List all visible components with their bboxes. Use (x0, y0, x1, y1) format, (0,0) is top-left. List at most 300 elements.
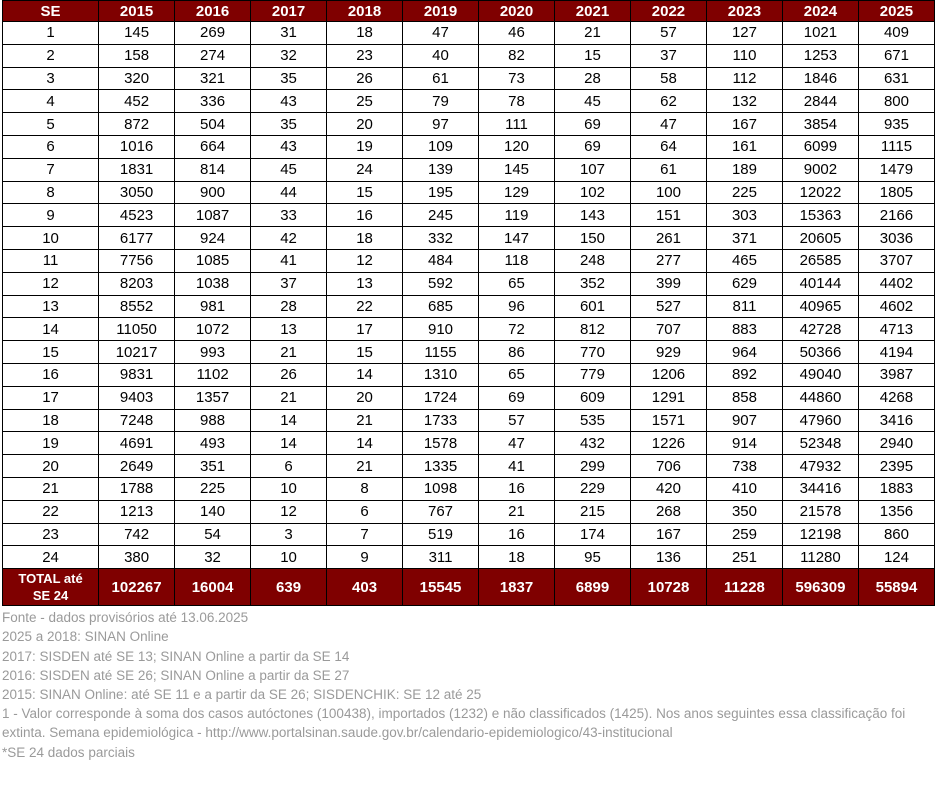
report-container (2, 0, 935, 762)
value-cell: 151 (630, 204, 706, 227)
table-footer (3, 569, 935, 606)
value-cell: 800 (858, 90, 934, 113)
value-cell: 42 (251, 227, 327, 250)
value-cell: 96 (479, 295, 555, 318)
value-cell: 993 (175, 341, 251, 364)
value-cell: 2844 (782, 90, 858, 113)
value-cell: 519 (403, 523, 479, 546)
value-cell: 79 (403, 90, 479, 113)
value-cell: 21 (327, 409, 403, 432)
table-row (3, 318, 935, 341)
value-cell: 1253 (782, 44, 858, 67)
value-cell: 47 (479, 432, 555, 455)
se-cell: 22 (3, 500, 99, 523)
value-cell: 118 (479, 249, 555, 272)
value-cell: 15 (327, 181, 403, 204)
value-cell: 299 (555, 455, 631, 478)
value-cell: 64 (630, 135, 706, 158)
se-cell: 6 (3, 135, 99, 158)
value-cell: 631 (858, 67, 934, 90)
value-cell: 350 (706, 500, 782, 523)
value-cell: 320 (99, 67, 175, 90)
header-year-2025: 2025 (858, 1, 934, 22)
value-cell: 82 (479, 44, 555, 67)
value-cell: 24 (327, 158, 403, 181)
value-cell: 245 (403, 204, 479, 227)
value-cell: 40 (403, 44, 479, 67)
value-cell: 3050 (99, 181, 175, 204)
value-cell: 21578 (782, 500, 858, 523)
value-cell: 158 (99, 44, 175, 67)
value-cell: 18 (327, 227, 403, 250)
value-cell: 592 (403, 272, 479, 295)
cases-by-epi-week-table (2, 0, 935, 606)
total-value-cell: 639 (251, 569, 327, 606)
se-cell: 12 (3, 272, 99, 295)
value-cell: 16 (479, 523, 555, 546)
total-value-cell: 15545 (403, 569, 479, 606)
value-cell: 34416 (782, 477, 858, 500)
value-cell: 629 (706, 272, 782, 295)
value-cell: 189 (706, 158, 782, 181)
value-cell: 10217 (99, 341, 175, 364)
value-cell: 25 (327, 90, 403, 113)
value-cell: 858 (706, 386, 782, 409)
value-cell: 1098 (403, 477, 479, 500)
value-cell: 49040 (782, 363, 858, 386)
value-cell: 32 (175, 546, 251, 569)
se-cell: 18 (3, 409, 99, 432)
value-cell: 21 (251, 386, 327, 409)
value-cell: 225 (175, 477, 251, 500)
value-cell: 136 (630, 546, 706, 569)
value-cell: 3 (251, 523, 327, 546)
value-cell: 35 (251, 67, 327, 90)
value-cell: 40965 (782, 295, 858, 318)
value-cell: 9002 (782, 158, 858, 181)
value-cell: 432 (555, 432, 631, 455)
value-cell: 28 (555, 67, 631, 90)
value-cell: 274 (175, 44, 251, 67)
value-cell: 33 (251, 204, 327, 227)
se-cell: 5 (3, 113, 99, 136)
value-cell: 26 (327, 67, 403, 90)
value-cell: 65 (479, 272, 555, 295)
value-cell: 964 (706, 341, 782, 364)
value-cell: 11280 (782, 546, 858, 569)
value-cell: 47 (403, 22, 479, 45)
value-cell: 1788 (99, 477, 175, 500)
value-cell: 41 (479, 455, 555, 478)
value-cell: 54 (175, 523, 251, 546)
value-cell: 860 (858, 523, 934, 546)
table-row (3, 455, 935, 478)
value-cell: 132 (706, 90, 782, 113)
table-row (3, 44, 935, 67)
value-cell: 2649 (99, 455, 175, 478)
total-value-cell: 1837 (479, 569, 555, 606)
value-cell: 910 (403, 318, 479, 341)
table-row (3, 363, 935, 386)
table-row (3, 432, 935, 455)
value-cell: 40144 (782, 272, 858, 295)
header-row (3, 1, 935, 22)
total-value-cell: 102267 (99, 569, 175, 606)
value-cell: 770 (555, 341, 631, 364)
se-cell: 9 (3, 204, 99, 227)
value-cell: 4602 (858, 295, 934, 318)
value-cell: 111 (479, 113, 555, 136)
value-cell: 2166 (858, 204, 934, 227)
value-cell: 738 (706, 455, 782, 478)
se-cell: 1 (3, 22, 99, 45)
value-cell: 907 (706, 409, 782, 432)
value-cell: 420 (630, 477, 706, 500)
value-cell: 124 (858, 546, 934, 569)
value-cell: 1724 (403, 386, 479, 409)
value-cell: 1831 (99, 158, 175, 181)
se-cell: 14 (3, 318, 99, 341)
value-cell: 18 (479, 546, 555, 569)
value-cell: 1072 (175, 318, 251, 341)
header-year-2016: 2016 (175, 1, 251, 22)
se-cell: 3 (3, 67, 99, 90)
value-cell: 1356 (858, 500, 934, 523)
value-cell: 28 (251, 295, 327, 318)
value-cell: 14 (251, 432, 327, 455)
value-cell: 1357 (175, 386, 251, 409)
se-cell: 2 (3, 44, 99, 67)
note-2025-2018: 2025 a 2018: SINAN Online (2, 629, 169, 645)
header-year-2020: 2020 (479, 1, 555, 22)
value-cell: 107 (555, 158, 631, 181)
value-cell: 45 (251, 158, 327, 181)
value-cell: 10 (251, 477, 327, 500)
se-cell: 21 (3, 477, 99, 500)
value-cell: 4691 (99, 432, 175, 455)
value-cell: 58 (630, 67, 706, 90)
value-cell: 671 (858, 44, 934, 67)
value-cell: 52348 (782, 432, 858, 455)
se-cell: 20 (3, 455, 99, 478)
value-cell: 4523 (99, 204, 175, 227)
value-cell: 44860 (782, 386, 858, 409)
value-cell: 2940 (858, 432, 934, 455)
value-cell: 7248 (99, 409, 175, 432)
value-cell: 6177 (99, 227, 175, 250)
table-row (3, 181, 935, 204)
total-label-cell (3, 569, 99, 606)
value-cell: 535 (555, 409, 631, 432)
note-partial-week: *SE 24 dados parciais (2, 744, 135, 760)
header-se: SE (3, 1, 99, 22)
value-cell: 61 (630, 158, 706, 181)
table-row (3, 249, 935, 272)
value-cell: 11050 (99, 318, 175, 341)
value-cell: 311 (403, 546, 479, 569)
se-cell: 19 (3, 432, 99, 455)
value-cell: 57 (630, 22, 706, 45)
total-row (3, 569, 935, 606)
value-cell: 1846 (782, 67, 858, 90)
header-year-2024: 2024 (782, 1, 858, 22)
table-row (3, 477, 935, 500)
value-cell: 109 (403, 135, 479, 158)
value-cell: 872 (99, 113, 175, 136)
se-cell: 13 (3, 295, 99, 318)
table-row (3, 135, 935, 158)
value-cell: 57 (479, 409, 555, 432)
value-cell: 6 (327, 500, 403, 523)
value-cell: 336 (175, 90, 251, 113)
value-cell: 3036 (858, 227, 934, 250)
value-cell: 981 (175, 295, 251, 318)
value-cell: 3416 (858, 409, 934, 432)
value-cell: 47960 (782, 409, 858, 432)
value-cell: 1571 (630, 409, 706, 432)
value-cell: 1087 (175, 204, 251, 227)
table-row (3, 409, 935, 432)
value-cell: 767 (403, 500, 479, 523)
value-cell: 929 (630, 341, 706, 364)
value-cell: 268 (630, 500, 706, 523)
value-cell: 47 (630, 113, 706, 136)
value-cell: 465 (706, 249, 782, 272)
value-cell: 707 (630, 318, 706, 341)
value-cell: 16 (479, 477, 555, 500)
value-cell: 43 (251, 90, 327, 113)
se-cell: 10 (3, 227, 99, 250)
header-year-2023: 2023 (706, 1, 782, 22)
value-cell: 50366 (782, 341, 858, 364)
se-cell: 11 (3, 249, 99, 272)
value-cell: 229 (555, 477, 631, 500)
value-cell: 321 (175, 67, 251, 90)
value-cell: 23 (327, 44, 403, 67)
value-cell: 988 (175, 409, 251, 432)
value-cell: 1206 (630, 363, 706, 386)
value-cell: 167 (706, 113, 782, 136)
value-cell: 9 (327, 546, 403, 569)
value-cell: 1578 (403, 432, 479, 455)
value-cell: 1102 (175, 363, 251, 386)
value-cell: 1310 (403, 363, 479, 386)
value-cell: 15 (555, 44, 631, 67)
value-cell: 1479 (858, 158, 934, 181)
value-cell: 1016 (99, 135, 175, 158)
total-value-cell: 16004 (175, 569, 251, 606)
value-cell: 139 (403, 158, 479, 181)
value-cell: 15363 (782, 204, 858, 227)
value-cell: 26 (251, 363, 327, 386)
value-cell: 814 (175, 158, 251, 181)
value-cell: 779 (555, 363, 631, 386)
value-cell: 174 (555, 523, 631, 546)
value-cell: 12198 (782, 523, 858, 546)
value-cell: 1155 (403, 341, 479, 364)
value-cell: 493 (175, 432, 251, 455)
value-cell: 150 (555, 227, 631, 250)
value-cell: 161 (706, 135, 782, 158)
value-cell: 883 (706, 318, 782, 341)
value-cell: 706 (630, 455, 706, 478)
value-cell: 72 (479, 318, 555, 341)
value-cell: 8 (327, 477, 403, 500)
header-year-2019: 2019 (403, 1, 479, 22)
value-cell: 811 (706, 295, 782, 318)
value-cell: 6099 (782, 135, 858, 158)
table-header (3, 1, 935, 22)
value-cell: 1085 (175, 249, 251, 272)
value-cell: 20 (327, 113, 403, 136)
note-source: Fonte - dados provisórios até 13.06.2025 (2, 610, 249, 626)
value-cell: 12022 (782, 181, 858, 204)
value-cell: 86 (479, 341, 555, 364)
value-cell: 277 (630, 249, 706, 272)
value-cell: 9831 (99, 363, 175, 386)
se-cell: 15 (3, 341, 99, 364)
total-value-cell: 403 (327, 569, 403, 606)
header-year-2021: 2021 (555, 1, 631, 22)
value-cell: 3707 (858, 249, 934, 272)
table-row (3, 341, 935, 364)
table-row (3, 272, 935, 295)
value-cell: 19 (327, 135, 403, 158)
table-row (3, 158, 935, 181)
header-year-2022: 2022 (630, 1, 706, 22)
value-cell: 32 (251, 44, 327, 67)
value-cell: 9403 (99, 386, 175, 409)
value-cell: 14 (327, 432, 403, 455)
value-cell: 145 (99, 22, 175, 45)
value-cell: 1213 (99, 500, 175, 523)
value-cell: 1226 (630, 432, 706, 455)
value-cell: 26585 (782, 249, 858, 272)
value-cell: 303 (706, 204, 782, 227)
header-year-2017: 2017 (251, 1, 327, 22)
table-row (3, 523, 935, 546)
value-cell: 812 (555, 318, 631, 341)
value-cell: 119 (479, 204, 555, 227)
value-cell: 78 (479, 90, 555, 113)
value-cell: 167 (630, 523, 706, 546)
total-value-cell: 10728 (630, 569, 706, 606)
value-cell: 13 (251, 318, 327, 341)
value-cell: 12 (251, 500, 327, 523)
value-cell: 20605 (782, 227, 858, 250)
value-cell: 527 (630, 295, 706, 318)
value-cell: 6 (251, 455, 327, 478)
value-cell: 2395 (858, 455, 934, 478)
value-cell: 13 (327, 272, 403, 295)
se-cell: 4 (3, 90, 99, 113)
note-2017: 2017: SISDEN até SE 13; SINAN Online a partir da SE 14 (2, 648, 350, 664)
value-cell: 601 (555, 295, 631, 318)
value-cell: 1805 (858, 181, 934, 204)
value-cell: 21 (327, 455, 403, 478)
table-row (3, 546, 935, 569)
value-cell: 269 (175, 22, 251, 45)
value-cell: 742 (99, 523, 175, 546)
se-cell: 23 (3, 523, 99, 546)
value-cell: 43 (251, 135, 327, 158)
value-cell: 248 (555, 249, 631, 272)
value-cell: 7 (327, 523, 403, 546)
table-row (3, 113, 935, 136)
value-cell: 351 (175, 455, 251, 478)
value-cell: 112 (706, 67, 782, 90)
table-body (3, 22, 935, 569)
value-cell: 1021 (782, 22, 858, 45)
value-cell: 22 (327, 295, 403, 318)
value-cell: 1115 (858, 135, 934, 158)
value-cell: 251 (706, 546, 782, 569)
value-cell: 69 (555, 135, 631, 158)
value-cell: 20 (327, 386, 403, 409)
note-2015: 2015: SINAN Online: até SE 11 e a partir da SE 26; SISDENCHIK: SE 12 até 25 (2, 686, 482, 702)
se-cell: 8 (3, 181, 99, 204)
value-cell: 410 (706, 477, 782, 500)
se-cell: 24 (3, 546, 99, 569)
value-cell: 17 (327, 318, 403, 341)
value-cell: 1883 (858, 477, 934, 500)
note-classification: 1 - Valor corresponde à soma dos casos autóctones (100438), importados (1232) e não classificados (1425). Nos anos seguintes essa classificação foi extinta. Semana epidemiológica - http://www.portalsinan.saude.gov.br/calendario-epidemiologico/43-institucional (2, 706, 906, 741)
header-year-2018: 2018 (327, 1, 403, 22)
value-cell: 18 (327, 22, 403, 45)
value-cell: 120 (479, 135, 555, 158)
value-cell: 21 (555, 22, 631, 45)
value-cell: 4402 (858, 272, 934, 295)
value-cell: 145 (479, 158, 555, 181)
footnotes (2, 608, 935, 762)
table-row (3, 204, 935, 227)
note-2016: 2016: SISDEN até SE 26; SINAN Online a partir da SE 27 (2, 667, 350, 683)
value-cell: 452 (99, 90, 175, 113)
value-cell: 215 (555, 500, 631, 523)
value-cell: 4713 (858, 318, 934, 341)
table-row (3, 67, 935, 90)
value-cell: 16 (327, 204, 403, 227)
value-cell: 110 (706, 44, 782, 67)
value-cell: 1733 (403, 409, 479, 432)
value-cell: 664 (175, 135, 251, 158)
value-cell: 261 (630, 227, 706, 250)
value-cell: 35 (251, 113, 327, 136)
value-cell: 484 (403, 249, 479, 272)
value-cell: 143 (555, 204, 631, 227)
value-cell: 15 (327, 341, 403, 364)
table-row (3, 386, 935, 409)
value-cell: 21 (251, 341, 327, 364)
value-cell: 102 (555, 181, 631, 204)
value-cell: 504 (175, 113, 251, 136)
total-value-cell: 11228 (706, 569, 782, 606)
value-cell: 37 (251, 272, 327, 295)
table-row (3, 227, 935, 250)
value-cell: 42728 (782, 318, 858, 341)
table-row (3, 22, 935, 45)
value-cell: 4268 (858, 386, 934, 409)
se-cell: 16 (3, 363, 99, 386)
value-cell: 100 (630, 181, 706, 204)
table-row (3, 295, 935, 318)
value-cell: 61 (403, 67, 479, 90)
value-cell: 3987 (858, 363, 934, 386)
value-cell: 62 (630, 90, 706, 113)
value-cell: 37 (630, 44, 706, 67)
value-cell: 225 (706, 181, 782, 204)
total-label-line1: TOTAL até (18, 571, 83, 587)
